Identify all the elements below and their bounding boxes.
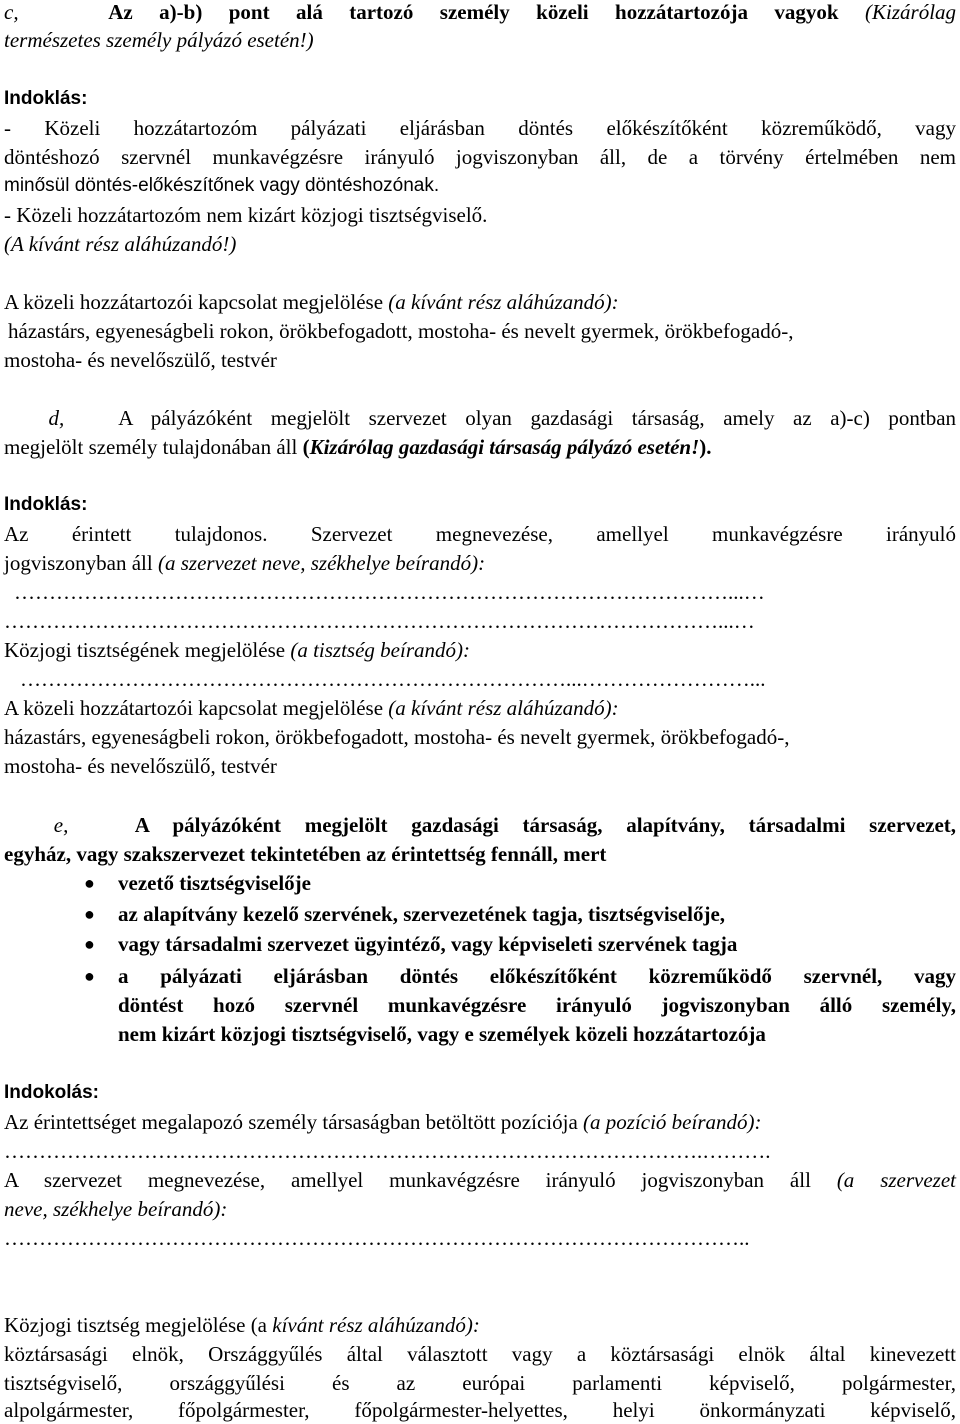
section-c-line-4: - Közeli hozzátartozóm nem kizárt közjogi tisztségviselő. — [4, 203, 488, 227]
section-e-office-italic: kívánt rész aláhúzandó): — [272, 1313, 480, 1337]
section-d-indoklas-label: Indoklás: — [4, 494, 88, 515]
section-c-relation-line-2: mostoha- és nevelőszülő, testvér — [4, 348, 277, 372]
section-d-org-line-italic: (a szervezet neve, székhelye beírandó): — [157, 551, 486, 575]
section-d-line-2-plain: megjelölt személy tulajdonában áll — [4, 435, 298, 459]
section-c-line-1: - Közeli hozzátartozóm pályázati eljárásban döntés előkészítőként közreműködő, vagy — [4, 116, 956, 140]
bullet-dot-icon: ● — [84, 966, 95, 986]
section-e-position-line — [4, 1108, 762, 1136]
section-c-relation-label-plain: A közeli hozzátartozói kapcsolat megjelölése — [4, 290, 384, 314]
section-c-underline-note: (A kívánt rész aláhúzandó!) — [4, 232, 237, 256]
section-e-office-list-3: alpolgármester, főpolgármester, főpolgármester-helyettes, helyi önkormányzati képviselő, — [4, 1398, 956, 1422]
section-d-relation-line-1: házastárs, egyeneságbeli rokon, örökbefogadott, mostoha- és nevelt gyermek, örökbefogadó-, — [4, 725, 790, 749]
section-d-office-plain: Közjogi tisztségének megjelölése — [4, 638, 286, 662]
section-e-letter: e, — [53, 813, 69, 837]
section-e-org-line-1-plain: A szervezet megnevezése, amellyel munkavégzésre irányuló jogviszonyban áll — [4, 1168, 811, 1192]
section-e-office-list-2: tisztségviselő, országgyűlési és az európai parlamenti képviselő, polgármester, — [4, 1371, 956, 1395]
section-d-dots-2: …………………………………………………………………………………………...… — [4, 609, 755, 633]
section-d-letter: d, — [48, 406, 65, 430]
section-e-office-list-1: köztársasági elnök, Országgyűlés által választott vagy a köztársasági elnök által kinevezett — [4, 1342, 956, 1366]
section-e-bullet-4-line-2: döntést hozó szervnél munkavégzésre irányuló jogviszonyban álló személy, — [118, 993, 956, 1017]
section-c-letter: c, — [4, 0, 19, 24]
section-e-office-label — [4, 1311, 480, 1339]
section-c-indoklas-label: Indoklás: — [4, 88, 88, 109]
section-e-bullet-4-line-3: nem kizárt közjogi tisztségviselő, vagy e személyek közeli hozzátartozója — [118, 1022, 766, 1046]
section-d-line-1 — [4, 404, 956, 432]
section-d-org-line-plain: jogviszonyban áll — [4, 551, 153, 575]
section-e-dots-1: ……………………………………………………………………………………….………. — [4, 1139, 771, 1163]
section-c-relation-line-1: házastárs, egyeneságbeli rokon, örökbefogadott, mostoha- és nevelt gyermek, örökbefogadó-, — [8, 319, 794, 343]
section-d-line-2-open: ( — [302, 435, 310, 459]
bullet-dot-icon: ● — [84, 873, 95, 893]
section-d-line-2-end: ). — [699, 435, 712, 459]
section-e-bullet-3: vagy társadalmi szervezet ügyintéző, vagy képviseleti szervének tagja — [118, 932, 738, 956]
section-e-bullet-1: vezető tisztségviselője — [118, 871, 311, 895]
section-e-org-line-1 — [4, 1166, 956, 1194]
section-e-org-line-1-italic: (a szervezet — [836, 1168, 957, 1192]
section-c-relation-label-italic: (a kívánt rész aláhúzandó): — [388, 290, 619, 314]
section-d-office-line — [4, 636, 470, 664]
section-c-heading-italic-1: (Kizárólag — [865, 0, 957, 24]
section-e-org-line-2: neve, székhelye beírandó): — [4, 1197, 228, 1221]
section-e-position-italic: (a pozíció beírandó): — [583, 1110, 762, 1134]
section-e-line-2: egyház, vagy szakszervezet tekintetében az érintettség fennáll, mert — [4, 842, 607, 866]
section-d-dots-1: …………………………………………………………………………………………...… — [14, 580, 765, 604]
section-d-line-1-text: A pályázóként megjelölt szervezet olyan gazdasági társaság, amely az a)-c) pontban — [118, 406, 957, 430]
section-d-dots-3: ……………………………………………………………………...……………………... — [20, 667, 766, 691]
bullet-dot-icon: ● — [84, 934, 95, 954]
section-e-indokolas-label: Indokolás: — [4, 1082, 100, 1103]
section-e-bullet-4-line-1: a pályázati eljárásban döntés előkészítőként közreműködő szervnél, vagy — [118, 964, 956, 988]
section-c-relation-label — [4, 288, 619, 316]
section-e-position-plain: Az érintettséget megalapozó személy társaságban betöltött pozíciója — [4, 1110, 578, 1134]
section-d-relation-label — [4, 694, 619, 722]
section-c-heading — [4, 0, 956, 26]
section-e-bullet-2: az alapítvány kezelő szervének, szervezetének tagja, tisztségviselője, — [118, 902, 726, 926]
section-c-heading-text: Az a)-b) pont alá tartozó személy közeli hozzátartozója vagyok — [108, 0, 839, 24]
section-e-line-1-text: A pályázóként megjelölt gazdasági társaság, alapítvány, társadalmi szervezet, — [134, 813, 957, 837]
section-d-relation-label-plain: A közeli hozzátartozói kapcsolat megjelölése — [4, 696, 384, 720]
section-d-line-2 — [4, 433, 712, 461]
section-d-office-italic: (a tisztség beírandó): — [290, 638, 470, 662]
section-c-line-2: döntéshozó szervnél munkavégzésre irányuló jogviszonyban áll, de a törvény értelmében nem — [4, 145, 956, 169]
bullet-dot-icon: ● — [84, 904, 95, 924]
section-d-relation-line-2: mostoha- és nevelőszülő, testvér — [4, 754, 277, 778]
section-e-office-plain: Közjogi tisztség megjelölése (a — [4, 1313, 268, 1337]
section-d-owner-line: Az érintett tulajdonos. Szervezet megnevezése, amellyel munkavégzésre irányuló — [4, 522, 956, 546]
section-d-line-2-bolditalic: Kizárólag gazdasági társaság pályázó esetén! — [309, 435, 700, 459]
section-e-line-1 — [4, 811, 956, 839]
section-c-heading-italic-2: természetes személy pályázó esetén!) — [4, 28, 314, 52]
section-d-relation-label-italic: (a kívánt rész aláhúzandó): — [388, 696, 619, 720]
section-e-dots-2: …………………………………………………………………………………………….. — [4, 1226, 750, 1250]
section-c-line-3: minősül döntés-előkészítőnek vagy döntéshozónak. — [4, 175, 440, 196]
section-d-org-line — [4, 549, 485, 577]
